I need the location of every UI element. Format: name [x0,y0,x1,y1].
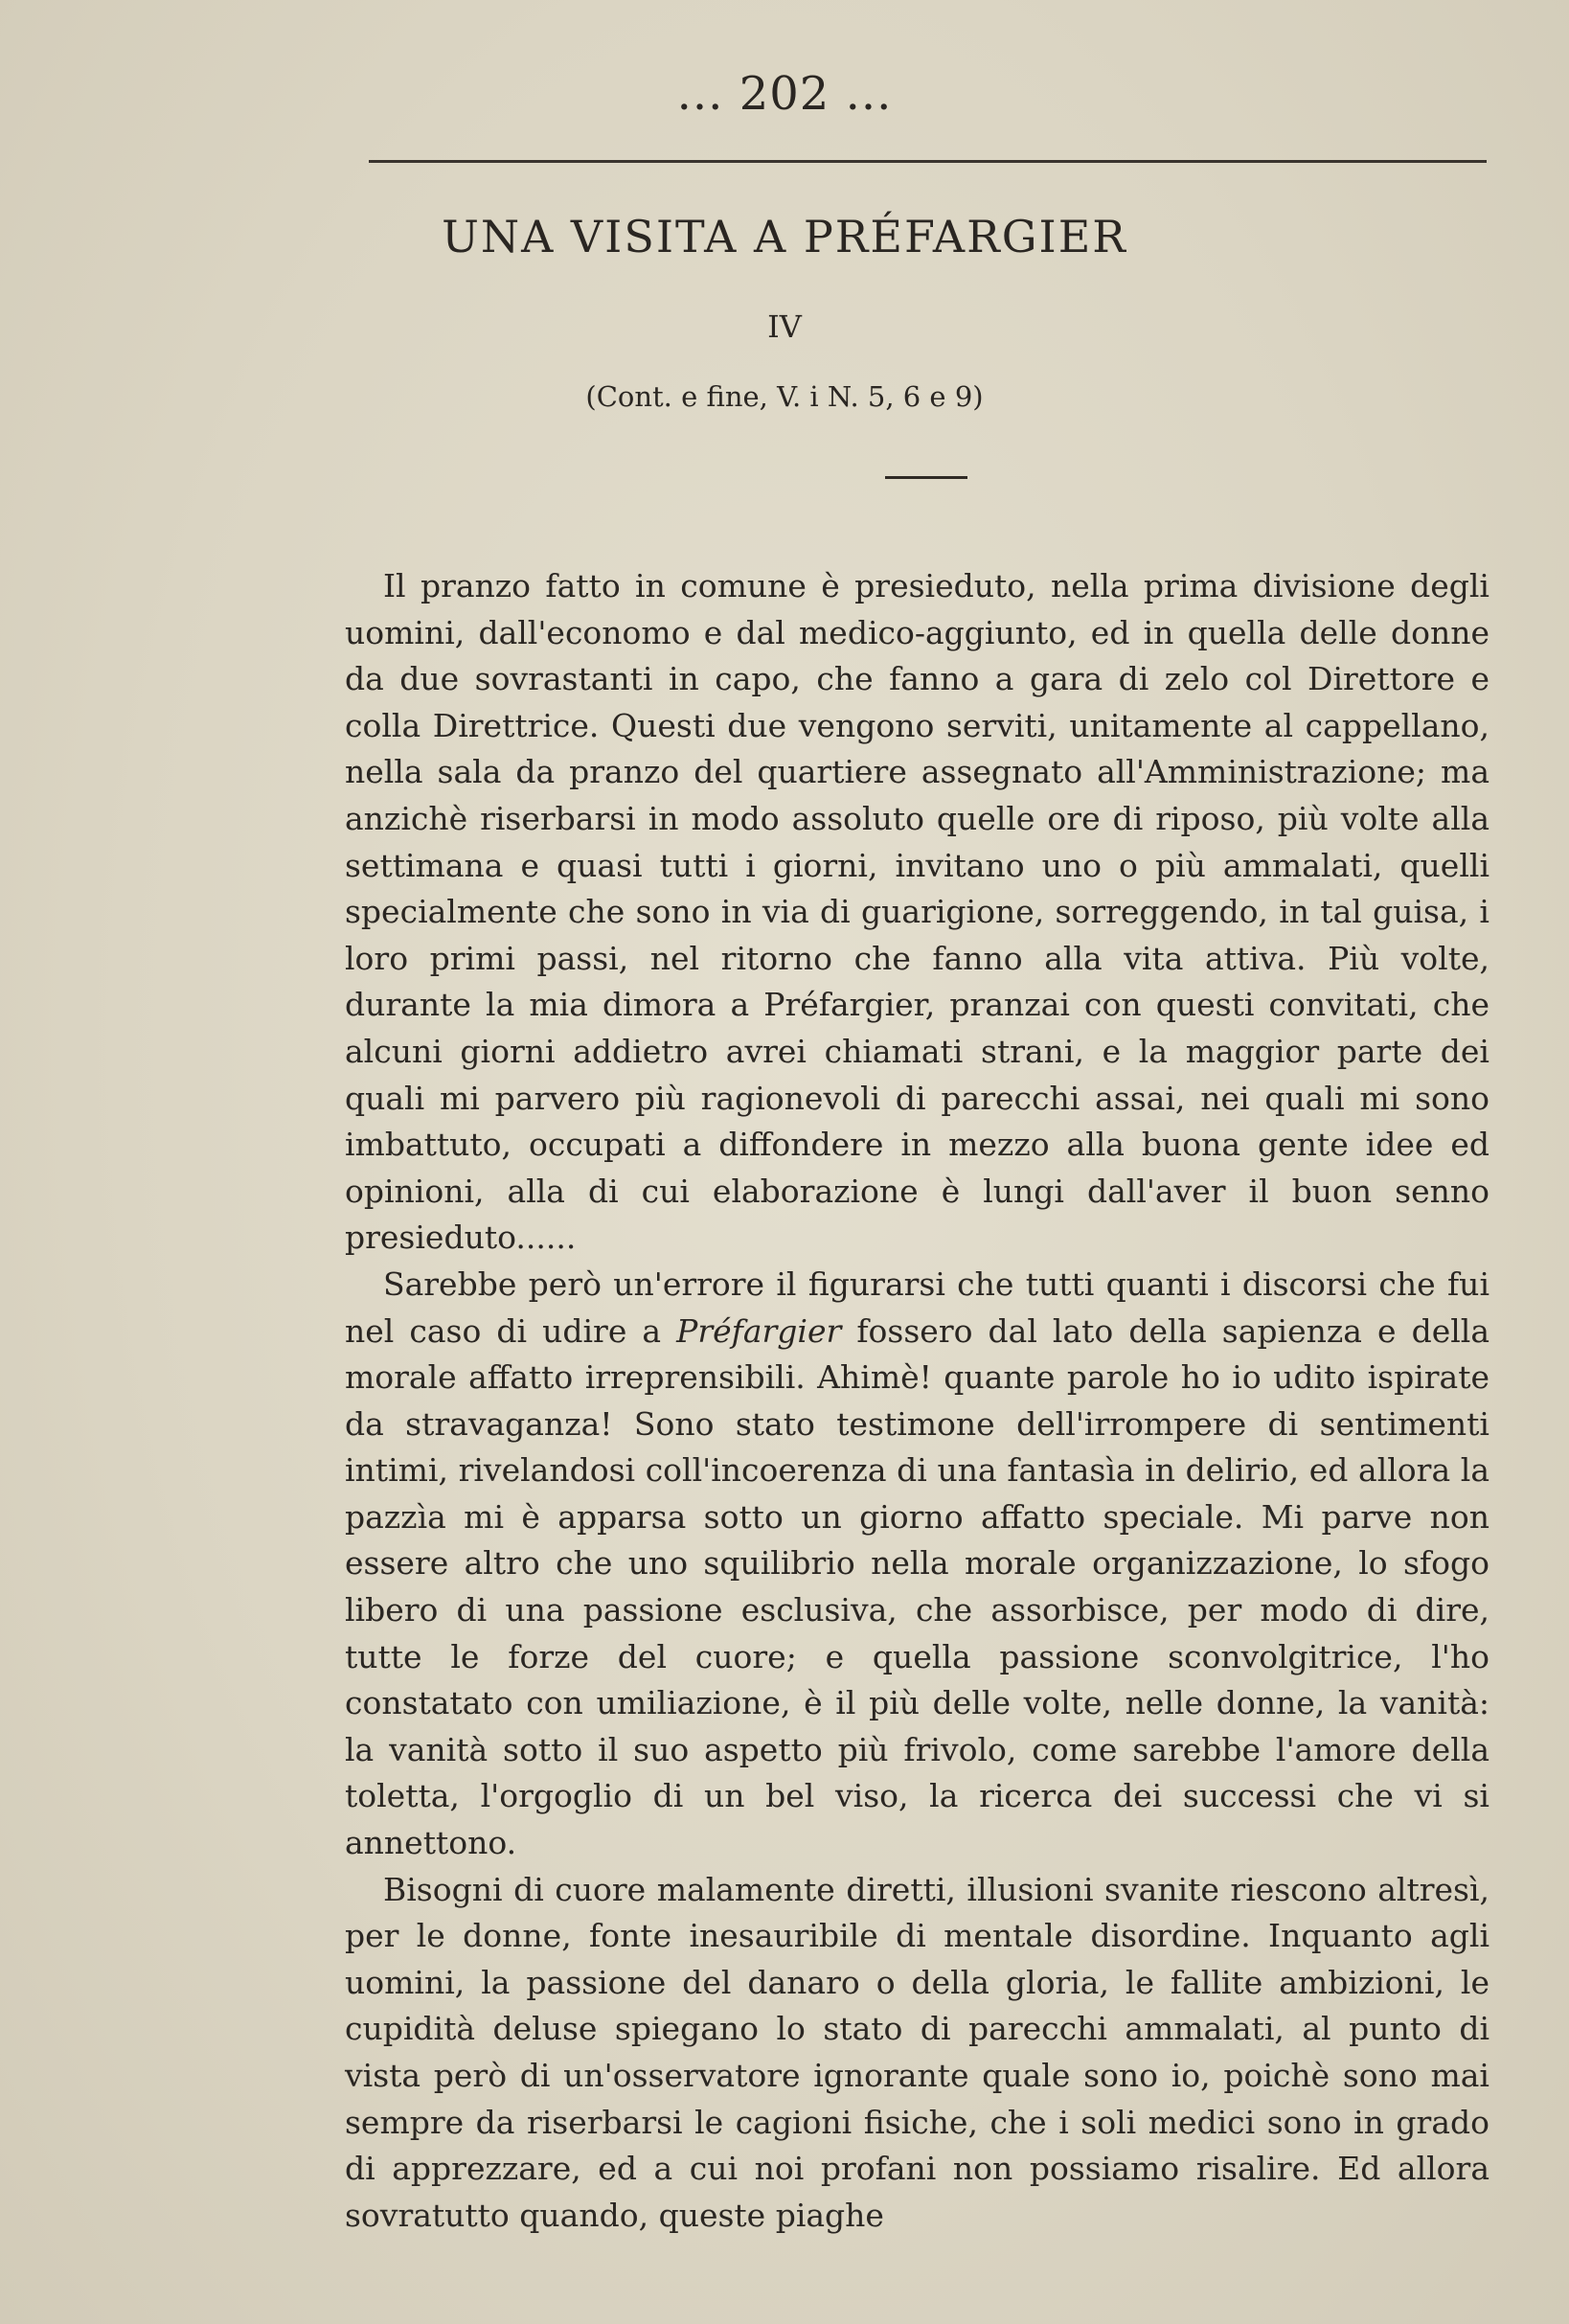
page-number: ... 202 ... [676,67,893,121]
continuation-note: (Cont. e fine, V. i N. 5, 6 e 9) [585,380,984,413]
paragraph-2-rest: fossero dal lato della sapienza e della morale affatto irreprensibili. Ahimè! quante parole ho io udito ispirate da stravaganza! Sono stato testimone dell'irrompere di sentimenti intimi, rivelandosi coll'incoerenza di una fantasìa in delirio, ed allora la pazzìa mi è apparsa sotto un giorno affatto speciale. Mi parve non essere altro che uno squilibrio nella morale organizzazione, lo sfogo libero di una passione esclusiva, che assorbisce, per modo di dire, tutte le forze del cuore; e quella passione sconvolgitrice, l'ho constatato con umiliazione, è il più delle volte, nelle donne, la vanità: la vanità sotto il suo aspetto più frivolo, come sarebbe l'amore della toletta, l'orgoglio di un bel viso, la ricerca dei successi che vi si annettono. [345,1311,1490,1862]
article-body [345,563,1489,2239]
title-divider [885,476,967,479]
paragraph-2 [345,1262,1489,1867]
article-title: UNA VISITA A PRÉFARGIER [442,211,1127,262]
paragraph-2-start: Sarebbe però un'errore il figurarsi che tutti quanti i discorsi che fui nel caso di udire a [345,1265,1489,1350]
section-number: IV [767,308,802,345]
place-name-italic: Préfargier [676,1311,842,1350]
paragraph-1: Il pranzo fatto in comune è presieduto, nella prima divisione degli uomini, dall'economo e dal medico-aggiunto, ed in quella delle donne da due sovrastanti in capo, che fanno a gara di zelo col Direttore e colla Direttrice. Questi due vengono serviti, unitamente al cappellano, nella sala da pranzo del quartiere assegnato all'Amministrazione; ma anzichè riserbarsi in modo assoluto quelle ore di riposo, più volte alla settimana e quasi tutti i giorni, invitano uno o più ammalati, quelli specialmente che sono in via di guarigione, sorreggendo, in tal guisa, i loro primi passi, nel ritorno che fanno alla vita attiva. Più volte, durante la mia dimora a Préfargier, pranzai con questi convitati, che alcuni giorni addietro avrei chiamati strani, e la maggior parte dei quali mi parvero più ragionevoli di parecchi assai, nei quali mi sono imbattuto, occupati a diffondere in mezzo alla buona gente idee ed opinioni, alla di cui elaborazione è lungi dall'aver il buon senno presieduto...... [345,567,1489,1257]
header-rule [369,160,1487,163]
paragraph-3: Bisogni di cuore malamente diretti, illusioni svanite riescono altresì, per le donne, fonte inesauribile di mentale disordine. Inquanto agli uomini, la passione del danaro o della gloria, le fallite ambizioni, le cupidità deluse spiegano lo stato di parecchi ammalati, al punto di vista però di un'osservatore ignorante quale sono io, poichè sono mai sempre da riserbarsi le cagioni fisiche, che i soli medici sono in grado di apprezzare, ed a cui noi profani non possiamo risalire. Ed allora sovratutto quando, queste piaghe [345,1870,1489,2234]
